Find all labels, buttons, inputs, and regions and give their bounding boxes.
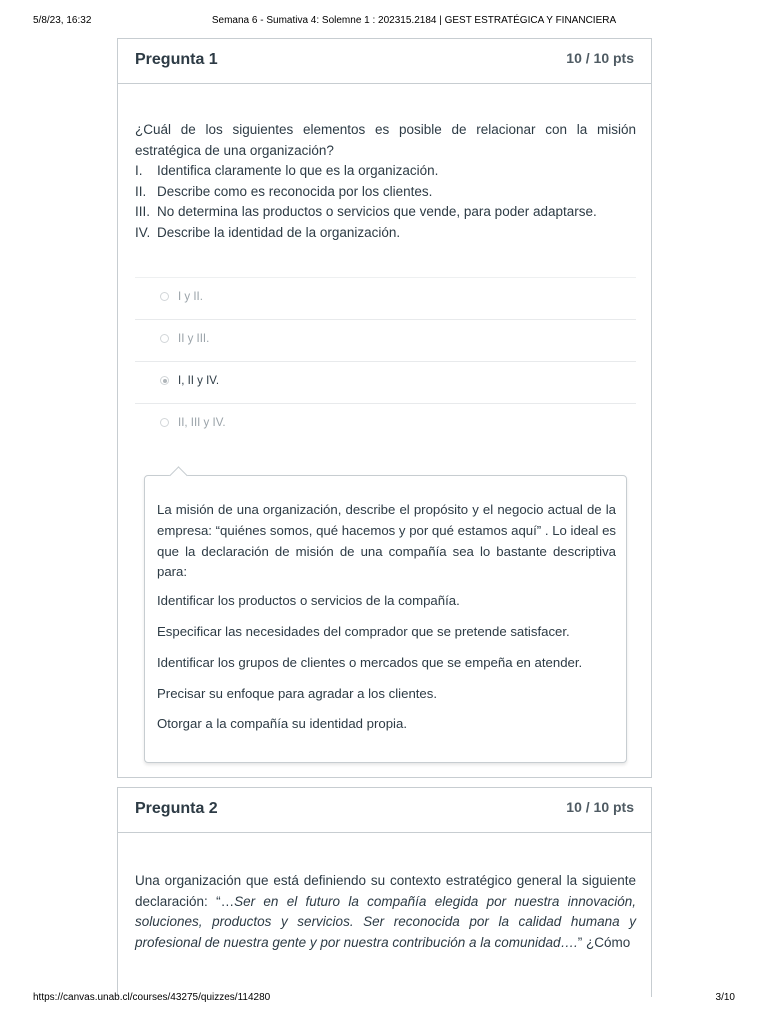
question-1-item: [135, 223, 636, 244]
item-number: II.: [135, 183, 147, 199]
answer-option-2[interactable]: [135, 319, 636, 361]
print-page-title: Semana 6 - Sumativa 4: Solemne 1 : 202315.2184 | GEST ESTRATÉGICA Y FINANCIERA: [211, 15, 617, 26]
question-1-item: [135, 161, 636, 182]
question-1-item: [135, 182, 636, 203]
radio-button-checked[interactable]: [160, 376, 169, 385]
feedback-point: Otorgar a la compañía su identidad propia.: [157, 716, 407, 732]
print-page-number: 3/10: [715, 992, 735, 1003]
answer-label: I, II y IV.: [178, 375, 220, 387]
radio-button[interactable]: [160, 292, 169, 301]
answer-feedback-box: [144, 475, 627, 763]
prompt-start: Una organización que está definiendo su contexto estratégico general la siguiente declaración: “…: [135, 873, 636, 909]
radio-button[interactable]: [160, 334, 169, 343]
item-text: No determina las productos o servicios que vende, para poder adaptarse.: [157, 204, 597, 219]
feedback-body: [157, 500, 616, 745]
answer-label: I y II.: [178, 291, 203, 303]
feedback-point: Identificar los productos o servicios de la compañía.: [157, 593, 460, 609]
question-2-header: [118, 788, 651, 833]
question-2-prompt: [135, 871, 636, 953]
answer-option-1[interactable]: [135, 277, 636, 319]
question-2-title: Pregunta 2: [135, 800, 218, 817]
answer-option-3-selected[interactable]: [135, 361, 636, 403]
print-datetime: 5/8/23, 16:32: [33, 15, 92, 26]
prompt-quote: Ser en el futuro la compañía elegida por nuestra innovación, soluciones, productos y servicios. Ser reconocida por la calidad humana y profesional de nuestra gente y por nuestra contribución a la comunidad….: [135, 893, 636, 950]
answer-label: II, III y IV.: [178, 417, 226, 429]
answer-option-4[interactable]: [135, 403, 636, 445]
feedback-point: Precisar su enfoque para agradar a los clientes.: [157, 685, 438, 701]
question-1-item: [135, 202, 636, 223]
feedback-point: Especificar las necesidades del comprador que se pretende satisfacer.: [157, 623, 570, 639]
question-1-points: 10 / 10 pts: [566, 50, 634, 66]
question-1-prompt: ¿Cuál de los siguientes elementos es posible de relacionar con la misión estratégica de una organización?: [135, 122, 636, 158]
item-number: I.: [135, 163, 143, 178]
answer-list: [135, 277, 636, 445]
answer-label: II y III.: [178, 333, 210, 345]
item-text: Describe como es reconocida por los clientes.: [157, 183, 433, 199]
radio-button[interactable]: [160, 418, 169, 427]
question-1-text: [135, 120, 636, 243]
item-number: III.: [135, 204, 151, 219]
item-text: Describe la identidad de la organización.: [157, 224, 401, 240]
item-number: IV.: [135, 224, 151, 240]
print-url: https://canvas.unab.cl/courses/43275/quizzes/114280: [33, 992, 271, 1003]
question-2-card: [117, 787, 652, 997]
feedback-intro: La misión de una organización, describe el propósito y el negocio actual de la empresa: “quiénes somos, qué hacemos y por qué estamos aquí” . Lo ideal es que la declaración de misión de una compañía sea lo bastante descriptiva para:: [157, 502, 616, 580]
item-text: Identifica claramente lo que es la organización.: [157, 163, 439, 178]
question-2-points: 10 / 10 pts: [566, 799, 634, 815]
feedback-point: Identificar los grupos de clientes o mercados que se empeña en atender.: [157, 654, 583, 670]
question-1-header: [118, 39, 651, 84]
prompt-end: ” ¿Cómo: [577, 934, 631, 950]
question-1-title: Pregunta 1: [135, 51, 218, 68]
question-1-card: [117, 38, 652, 778]
feedback-pointer: [169, 466, 187, 484]
